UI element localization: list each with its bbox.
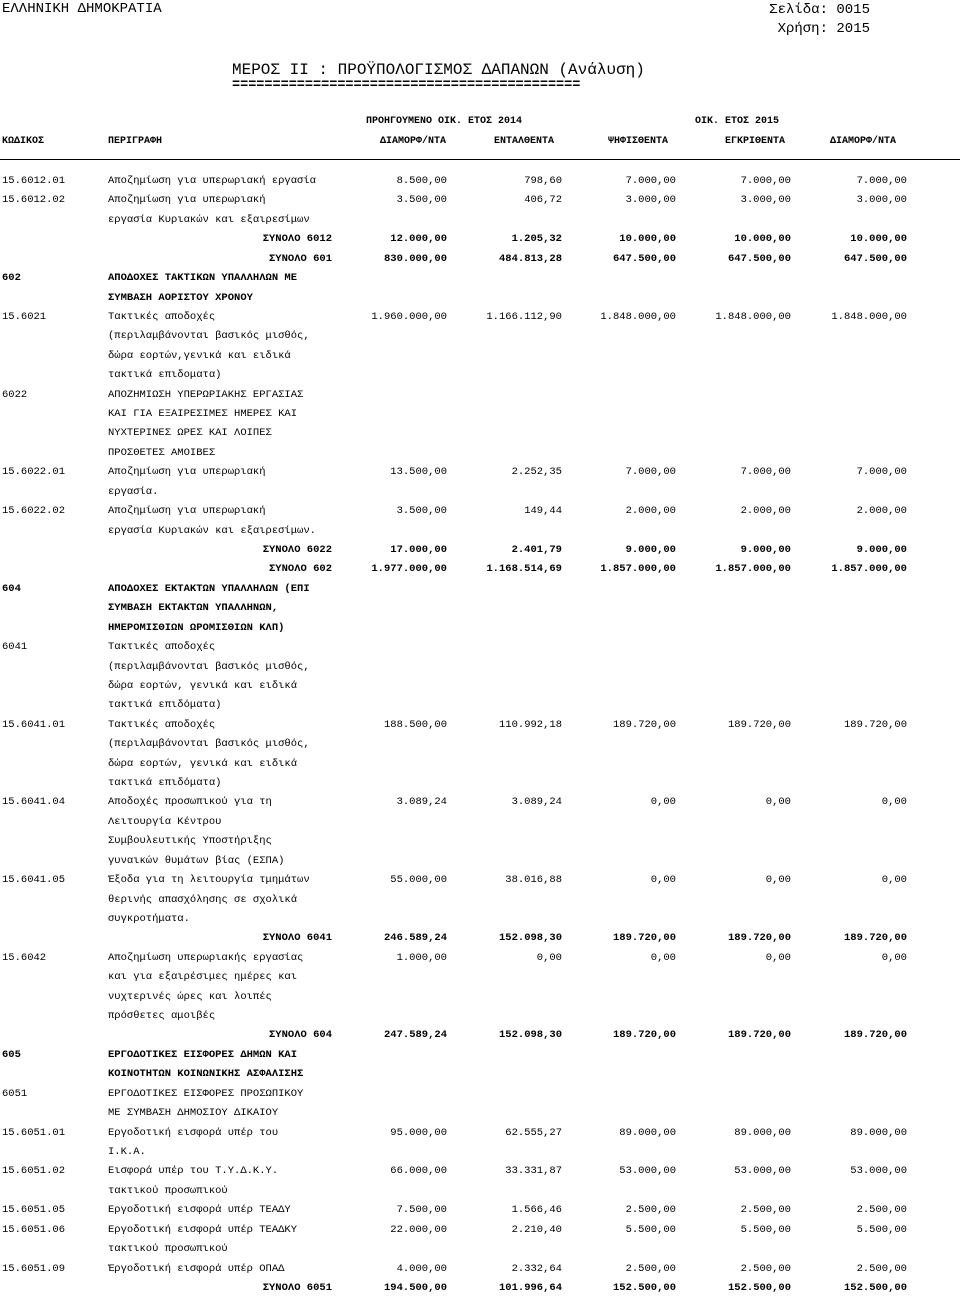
row-description: Λειτουργία Κέντρου [108, 815, 222, 828]
row-description: τακτικού προσωπικού [108, 1243, 228, 1256]
table-row [0, 386, 960, 405]
table-row [0, 444, 960, 463]
row-description: και για εξαιρέσιμες ημέρες και [108, 971, 298, 984]
table-row [0, 405, 960, 424]
row-code: 15.6042 [2, 951, 47, 964]
row-description: Αποζημίωση για υπερωριακή εργασία [108, 175, 316, 187]
row-description: Εισφορά υπέρ του Τ.Υ.Δ.Κ.Υ. [108, 1165, 279, 1178]
amount-col-5: 2.000,00 [856, 505, 907, 518]
row-description: Τακτικές αποδοχές [108, 641, 216, 654]
amount-col-4: 0,00 [765, 874, 791, 887]
row-description: Αποζημίωση για υπερωριακή [108, 466, 266, 479]
row-description: εργασία. [108, 485, 159, 498]
amount-col-3: 3.000,00 [625, 194, 676, 207]
amount-col-5: 5.500,00 [856, 1223, 907, 1236]
amount-col-5: 189.720,00 [843, 718, 907, 731]
amount-col-3: 189.720,00 [612, 932, 676, 945]
document-title [232, 61, 645, 91]
amount-col-1: 3.500,00 [396, 194, 447, 207]
row-description: ΑΠΟΔΟΧΕΣ ΕΚΤΑΚΤΩΝ ΥΠΑΛΛΗΛΩΝ (ΕΠΙ [108, 582, 310, 595]
row-code: 15.6022.01 [2, 466, 66, 479]
amount-col-3: 5.500,00 [625, 1223, 676, 1236]
row-description: ΑΠΟΔΟΧΕΣ ΤΑΚΤΙΚΩΝ ΥΠΑΛΛΗΛΩΝ ΜΕ [108, 272, 298, 285]
row-code: 15.6051.02 [2, 1165, 66, 1178]
table-row [0, 599, 960, 618]
amount-col-4: 0,00 [765, 796, 791, 809]
amount-col-3: 0,00 [650, 796, 676, 809]
amount-col-2: 2.210,40 [511, 1223, 562, 1236]
amount-col-3: 1.848.000,00 [600, 310, 676, 323]
amount-col-1: 7.500,00 [396, 1204, 447, 1217]
total-row [0, 929, 960, 948]
total-row [0, 1279, 960, 1298]
amount-col-4: 2.000,00 [740, 505, 791, 518]
total-label: ΣΥΝΟΛΟ 6051 [262, 1281, 332, 1294]
amount-col-5: 10.000,00 [850, 233, 907, 246]
amount-col-3: 89.000,00 [619, 1126, 676, 1139]
amount-col-3: 189.720,00 [612, 1029, 676, 1042]
table-row [0, 1221, 960, 1240]
amount-col-5: 3.000,00 [856, 194, 907, 207]
row-description: Συμβουλευτικής Υποστήριξης [108, 835, 272, 848]
table-row [0, 1260, 960, 1279]
amount-col-4: 189.720,00 [727, 1029, 791, 1042]
amount-col-3: 7.000,00 [625, 466, 676, 479]
amount-col-5: 1.848.000,00 [831, 310, 907, 323]
amount-col-1: 13.500,00 [390, 466, 447, 479]
total-label: ΣΥΝΟΛΟ 602 [268, 563, 332, 576]
amount-col-3: 0,00 [650, 874, 676, 887]
row-code: 15.6041.05 [2, 874, 66, 887]
amount-col-3: 53.000,00 [619, 1165, 676, 1178]
amount-col-5: 2.500,00 [856, 1262, 907, 1275]
amount-col-1: 55.000,00 [390, 874, 447, 887]
row-description: Αποζημίωση για υπερωριακή [108, 505, 266, 518]
amount-col-1: 247.589,24 [383, 1029, 447, 1042]
table-row [0, 289, 960, 308]
table-row [0, 852, 960, 871]
table-row [0, 522, 960, 541]
page-number: Σελίδα: 0015 [769, 2, 870, 18]
row-code: 15.6051.09 [2, 1262, 66, 1275]
row-description: ΠΡΟΣΘΕΤΕΣ ΑΜΟΙΒΕΣ [108, 446, 216, 459]
amount-col-5: 89.000,00 [850, 1126, 907, 1139]
row-description: δώρα εορτών,γενικά και ειδικά [108, 349, 291, 362]
amount-col-4: 3.000,00 [740, 194, 791, 207]
row-description: εργασία Κυριακών και εξαιρεσίμων. [108, 524, 316, 537]
row-description: τακτικά επιδοματα) [108, 369, 222, 382]
row-code: 602 [2, 272, 21, 285]
row-description: τακτικά επιδόματα) [108, 699, 222, 712]
amount-col-2: 33.331,87 [505, 1165, 562, 1178]
amount-col-1: 3.500,00 [396, 505, 447, 518]
row-description: ΣΥΜΒΑΣΗ ΕΚΤΑΚΤΩΝ ΥΠΑΛΛΗΝΩΝ, [108, 602, 279, 615]
row-description: (περιλαμβάνονται βασικός μισθός, [108, 660, 310, 673]
amount-col-1: 1.977.000,00 [371, 563, 447, 576]
row-description: εργασία Κυριακών και εξαιρεσίμων [108, 213, 310, 226]
table-row [0, 871, 960, 890]
table-row [0, 774, 960, 793]
amount-col-2: 0,00 [536, 951, 562, 964]
row-description: ΑΠΟΖΗΜΙΩΣΗ ΥΠΕΡΩΡΙΑΚΗΣ ΕΡΓΑΣΙΑΣ [108, 388, 304, 401]
amount-col-2: 2.332,64 [511, 1262, 562, 1275]
row-description: θερινής απασχόλησης σε σχολικά [108, 893, 298, 906]
amount-col-2: 62.555,27 [505, 1126, 562, 1139]
amount-col-5: 7.000,00 [856, 175, 907, 187]
amount-col-5: 9.000,00 [856, 543, 907, 556]
row-description: Εργοδοτική εισφορά υπέρ του [108, 1126, 279, 1139]
total-label: ΣΥΝΟΛΟ 6012 [262, 233, 332, 246]
table-row [0, 463, 960, 482]
table-row [0, 1182, 960, 1201]
row-description: ΗΜΕΡΟΜΙΣΘΙΩΝ ΩΡΟΜΙΣΘΙΩΝ ΚΛΠ) [108, 621, 285, 634]
col-1-header: ΔΙΑΜΟΡΦ/ΝΤΑ [380, 136, 447, 147]
amount-col-4: 152.500,00 [727, 1281, 791, 1294]
amount-col-4: 0,00 [765, 951, 791, 964]
amount-col-2: 110.992,18 [498, 718, 562, 731]
table-row [0, 580, 960, 599]
col-desc-header: ΠΕΡΙΓΡΑΦΗ [108, 136, 163, 147]
amount-col-2: 2.401,79 [511, 543, 562, 556]
col-4-header: ΕΓΚΡΙΘΕΝΤΑ [725, 136, 786, 147]
table-row [0, 1065, 960, 1084]
table-row [0, 327, 960, 346]
amount-col-1: 95.000,00 [390, 1126, 447, 1139]
table-row [0, 1104, 960, 1123]
row-code: 604 [2, 582, 21, 595]
amount-col-4: 189.720,00 [727, 932, 791, 945]
row-code: 6022 [2, 388, 28, 401]
total-row [0, 541, 960, 560]
table-row [0, 638, 960, 657]
table-row [0, 483, 960, 502]
table-row [0, 658, 960, 677]
row-code: 15.6041.01 [2, 718, 66, 731]
amount-col-4: 1.848.000,00 [715, 310, 791, 323]
amount-col-1: 66.000,00 [390, 1165, 447, 1178]
amount-col-1: 17.000,00 [390, 543, 447, 556]
row-description: Εργοδοτική εισφορά υπέρ ΤΕΑΔΥ [108, 1204, 291, 1217]
row-description: νυχτερινές ώρες και λοιπές [108, 990, 272, 1003]
amount-col-1: 8.500,00 [396, 175, 447, 187]
amount-col-1: 194.500,00 [383, 1281, 447, 1294]
table-row [0, 1124, 960, 1143]
row-description: ΕΡΓΟΔΟΤΙΚΕΣ ΕΙΣΦΟΡΕΣ ΠΡΟΣΩΠΙΚΟΥ [108, 1087, 304, 1100]
row-description: (περιλαμβάνονται βασικός μισθός, [108, 330, 310, 343]
row-code: 15.6051.05 [2, 1204, 66, 1217]
row-description: Έργοδοτική εισφορά υπέρ ΟΠΑΔ [108, 1262, 285, 1275]
amount-col-1: 12.000,00 [390, 233, 447, 246]
table-row [0, 832, 960, 851]
row-description: τακτικού προσωπικού [108, 1184, 228, 1197]
row-description: Έξοδα για τη λειτουργία τμημάτων [108, 874, 310, 887]
amount-col-2: 798,60 [524, 175, 562, 187]
table-row [0, 1046, 960, 1065]
table-row [0, 891, 960, 910]
row-code: 6041 [2, 641, 28, 654]
row-description: Τακτικές αποδοχές [108, 718, 216, 731]
table-row [0, 211, 960, 230]
amount-col-2: 406,72 [524, 194, 562, 207]
amount-col-1: 4.000,00 [396, 1262, 447, 1275]
amount-col-2: 2.252,35 [511, 466, 562, 479]
row-description: γυναικών θυμάτων βίας (ΕΣΠΑ) [108, 854, 285, 867]
total-row [0, 560, 960, 579]
amount-col-5: 53.000,00 [850, 1165, 907, 1178]
amount-col-3: 10.000,00 [619, 233, 676, 246]
row-code: 6051 [2, 1087, 28, 1100]
table-row [0, 988, 960, 1007]
amount-col-2: 38.016,88 [505, 874, 562, 887]
amount-col-4: 189.720,00 [727, 718, 791, 731]
amount-col-4: 7.000,00 [740, 175, 791, 187]
title-underline: =========================================== [232, 78, 581, 93]
row-description: ΣΥΜΒΑΣΗ ΑΟΡΙΣΤΟΥ ΧΡΟΝΟΥ [108, 291, 253, 304]
state-name: ΕΛΛΗΝΙΚΗ ΔΗΜΟΚΡΑΤΙΑ [2, 1, 162, 17]
col-code-header: ΚΩΔΙΚΟΣ [2, 136, 45, 147]
amount-col-5: 647.500,00 [843, 252, 907, 265]
row-description: ΚΟΙΝΟΤΗΤΩΝ ΚΟΙΝΩΝΙΚΗΣ ΑΣΦΑΛΙΣΗΣ [108, 1068, 304, 1081]
amount-col-1: 188.500,00 [383, 718, 447, 731]
amount-col-5: 189.720,00 [843, 1029, 907, 1042]
row-description: (περιλαμβάνονται βασικός μισθός, [108, 738, 310, 751]
amount-col-2: 1.566,46 [511, 1204, 562, 1217]
amount-col-1: 3.089,24 [396, 796, 447, 809]
row-description: Αποδοχές προσωπικού για τη [108, 796, 272, 809]
row-description: Αποζημίωση υπερωριακής εργασίας [108, 951, 304, 964]
amount-col-3: 0,00 [650, 951, 676, 964]
table-row [0, 1201, 960, 1220]
amount-col-1: 1.960.000,00 [371, 310, 447, 323]
table-row [0, 813, 960, 832]
amount-col-4: 7.000,00 [740, 466, 791, 479]
amount-col-4: 5.500,00 [740, 1223, 791, 1236]
total-row [0, 1026, 960, 1045]
table-row [0, 1162, 960, 1181]
table-row [0, 347, 960, 366]
amount-col-1: 1.000,00 [396, 951, 447, 964]
row-description: δώρα εορτών, γενικά και ειδικά [108, 679, 298, 692]
table-row [0, 910, 960, 929]
col-2-header: ΕΝΤΑΛΘΕΝΤΑ [494, 136, 555, 147]
total-label: ΣΥΝΟΛΟ 601 [268, 252, 332, 265]
row-description: δώρα εορτών, γενικά και ειδικά [108, 757, 298, 770]
amount-col-1: 246.589,24 [383, 932, 447, 945]
row-description: ΕΡΓΟΔΟΤΙΚΕΣ ΕΙΣΦΟΡΕΣ ΔΗΜΩΝ ΚΑΙ [108, 1048, 298, 1061]
total-label: ΣΥΝΟΛΟ 604 [268, 1029, 332, 1042]
amount-col-4: 1.857.000,00 [715, 563, 791, 576]
amount-col-1: 830.000,00 [383, 252, 447, 265]
amount-col-2: 1.205,32 [511, 233, 562, 246]
row-code: 605 [2, 1048, 21, 1061]
row-code: 15.6012.02 [2, 194, 66, 207]
amount-col-3: 2.000,00 [625, 505, 676, 518]
amount-col-2: 152.098,30 [498, 932, 562, 945]
amount-col-4: 53.000,00 [734, 1165, 791, 1178]
total-row [0, 230, 960, 249]
table-row [0, 424, 960, 443]
amount-col-5: 7.000,00 [856, 466, 907, 479]
amount-col-3: 2.500,00 [625, 1204, 676, 1217]
amount-col-3: 7.000,00 [625, 175, 676, 187]
amount-col-5: 2.500,00 [856, 1204, 907, 1217]
row-description: Αποζημίωση για υπερωριακή [108, 194, 266, 207]
row-description: ΝΥΧΤΕΡΙΝΕΣ ΩΡΕΣ ΚΑΙ ΛΟΙΠΕΣ [108, 427, 272, 440]
amount-col-4: 89.000,00 [734, 1126, 791, 1139]
table-row [0, 735, 960, 754]
row-code: 15.6021 [2, 310, 47, 323]
amount-col-5: 189.720,00 [843, 932, 907, 945]
table-row [0, 677, 960, 696]
amount-col-4: 9.000,00 [740, 543, 791, 556]
table-row [0, 308, 960, 327]
row-code: 15.6022.02 [2, 505, 66, 518]
amount-col-3: 189.720,00 [612, 718, 676, 731]
total-row [0, 250, 960, 269]
page-info [769, 1, 870, 39]
amount-col-4: 2.500,00 [740, 1262, 791, 1275]
row-description: συγκροτήματα. [108, 912, 190, 925]
amount-col-3: 9.000,00 [625, 543, 676, 556]
table-row [0, 619, 960, 638]
amount-col-4: 2.500,00 [740, 1204, 791, 1217]
table-row [0, 755, 960, 774]
amount-col-3: 647.500,00 [612, 252, 676, 265]
row-code: 15.6041.04 [2, 796, 66, 809]
row-description: τακτικά επιδόματα) [108, 777, 222, 790]
table-row [0, 1007, 960, 1026]
amount-col-4: 10.000,00 [734, 233, 791, 246]
row-description: Τακτικές αποδοχές [108, 310, 216, 323]
table-row [0, 716, 960, 735]
table-row [0, 1143, 960, 1162]
amount-col-1: 22.000,00 [390, 1223, 447, 1236]
table-row [0, 502, 960, 521]
prev-year-header: ΠΡΟΗΓΟΥΜΕΝΟ ΟΙΚ. ΕΤΟΣ 2014 [366, 116, 523, 127]
table-row [0, 366, 960, 385]
amount-col-4: 647.500,00 [727, 252, 791, 265]
amount-col-2: 3.089,24 [511, 796, 562, 809]
header-rule [0, 159, 960, 160]
table-row [0, 949, 960, 968]
row-code: 15.6051.01 [2, 1126, 66, 1139]
amount-col-5: 0,00 [881, 951, 907, 964]
row-description: ΚΑΙ ΓΙΑ ΕΞΑΙΡΕΣΙΜΕΣ ΗΜΕΡΕΣ ΚΑΙ [108, 408, 298, 421]
title-text: ΜΕΡΟΣ ΙΙ : ΠΡΟΫΠΟΛΟΓΙΣΜΟΣ ΔΑΠΑΝΩΝ (Ανάλυση) [232, 61, 645, 79]
amount-col-2: 101.996,64 [498, 1281, 562, 1294]
table-row [0, 1085, 960, 1104]
amount-col-2: 1.168.514,69 [486, 563, 562, 576]
table-row [0, 696, 960, 715]
amount-col-5: 0,00 [881, 874, 907, 887]
amount-col-3: 1.857.000,00 [600, 563, 676, 576]
amount-col-2: 1.166.112,90 [486, 310, 562, 323]
row-description: πρόσθετες αμοιβές [108, 1010, 216, 1023]
amount-col-2: 484.813,28 [498, 252, 562, 265]
amount-col-3: 2.500,00 [625, 1262, 676, 1275]
table-row [0, 793, 960, 812]
row-code: 15.6012.01 [2, 175, 66, 187]
table-row [0, 172, 960, 191]
row-description: Ι.Κ.Α. [108, 1146, 146, 1158]
amount-col-2: 152.098,30 [498, 1029, 562, 1042]
cur-year-header: ΟΙΚ. ΕΤΟΣ 2015 [695, 116, 780, 127]
total-label: ΣΥΝΟΛΟ 6022 [262, 543, 332, 556]
col-5-header: ΔΙΑΜΟΡΦ/ΝΤΑ [830, 136, 897, 147]
table-row [0, 191, 960, 210]
total-label: ΣΥΝΟΛΟ 6041 [262, 932, 332, 945]
table-row [0, 968, 960, 987]
table-row [0, 269, 960, 288]
amount-col-3: 152.500,00 [612, 1281, 676, 1294]
amount-col-5: 152.500,00 [843, 1281, 907, 1294]
amount-col-5: 0,00 [881, 796, 907, 809]
table-row [0, 1240, 960, 1259]
row-description: ΜΕ ΣΥΜΒΑΣΗ ΔΗΜΟΣΙΟΥ ΔΙΚΑΙΟΥ [108, 1107, 279, 1120]
col-3-header: ΨΗΦΙΣΘΕΝΤΑ [608, 136, 669, 147]
row-description: Εργοδοτική εισφορά υπέρ ΤΕΑΔΚΥ [108, 1223, 298, 1236]
fiscal-year: Χρήση: 2015 [777, 21, 870, 37]
row-code: 15.6051.06 [2, 1223, 66, 1236]
amount-col-5: 1.857.000,00 [831, 563, 907, 576]
amount-col-2: 149,44 [524, 505, 562, 518]
